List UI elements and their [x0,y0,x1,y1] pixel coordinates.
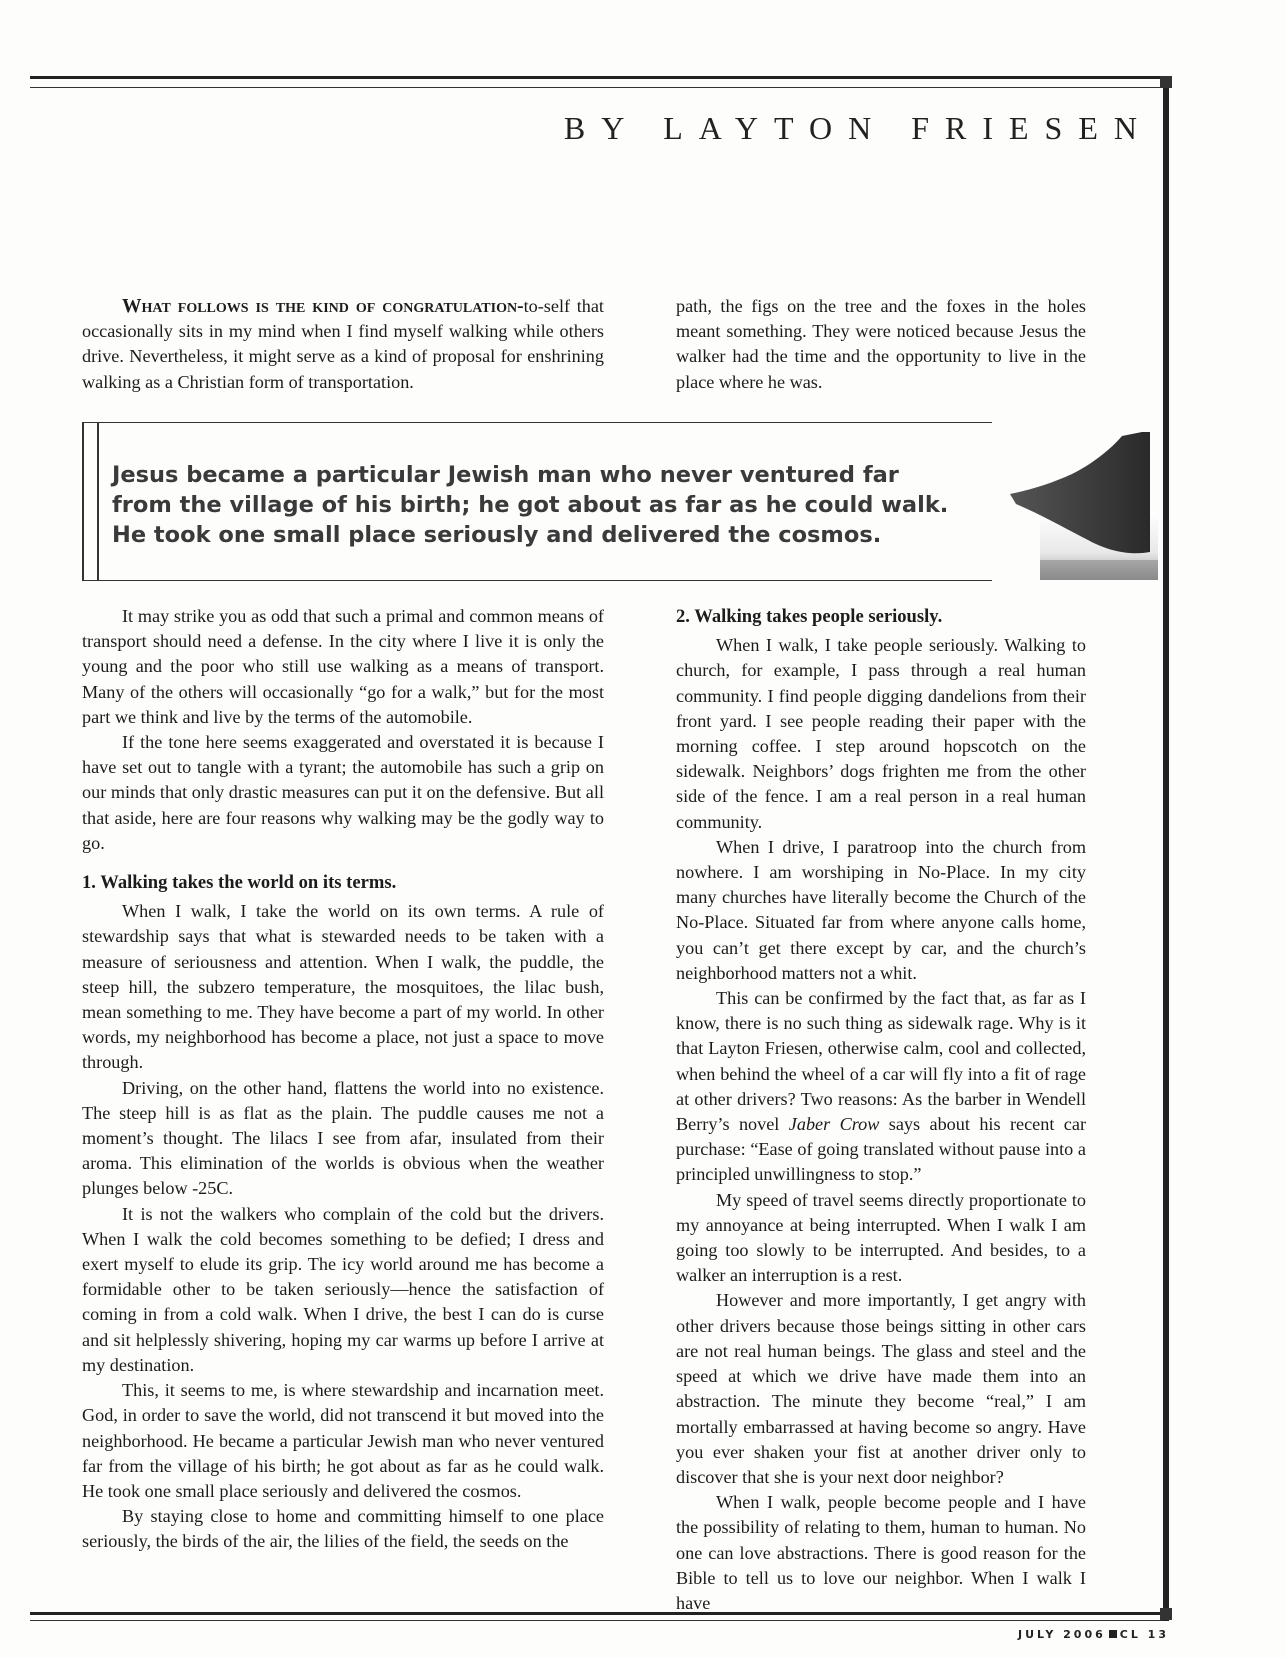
paragraph: When I walk, I take people seriously. Walking to church, for example, I pass through a real human community. I find people digging dandelions from their front yard. I see people reading their paper with the morning coffee. I step around hopscotch on the sidewalk. Neighbors’ dogs frighten me from the other side of the fence. I am a real person in a real human community. [676,635,1086,832]
issue-date: JULY 2006 [1018,1628,1106,1641]
paragraph: When I walk, I take the world on its own terms. A rule of stewardship says that what is stewarded needs to be taken with a measure of seriousness and attention. When I walk, the puddle, the steep hill, the subzero temperature, the mosquitoes, the lilac bush, mean something to me. They have become a part of my world. In other words, my neighborhood has become a place, not just a space to move through. [82,901,604,1073]
bottom-rule-thin [30,1620,1165,1621]
bar-cap-bottom [1160,1608,1172,1620]
byline: BY LAYTON FRIESEN [563,110,1153,146]
text-span: This can be confirmed by the fact that, as far as I know, there is no such thing as sidewalk rage. Why is it that Layton Friesen, otherwise calm, cool and collected, when behind the wheel of a car will fly into a fit of rage at other drivers? Two reasons: As the barber in Wendell Berry’s novel [676,988,1086,1135]
right-column [676,604,1086,1616]
paragraph: If the tone here seems exaggerated and overstated it is because I have set out to tangle with a tyrant; the automobile has such a grip on our minds that only drastic measures can put it on the defensive. But all that aside, here are four reasons why walking may be the godly way to go. [82,732,604,853]
pull-quote: Jesus became a particular Jewish man who never ventured far from the village of his birth; he got about as far as he could walk. He took one small place seriously and delivered the cosmos. [112,462,949,548]
intro-text: to-self that occasionally sits in my mind when I find myself walking while others drive. Nevertheless, it might serve as a kind of proposal for enshrining walking as a Christian form of transportation. [82,296,604,392]
pullquote-bar-inner [97,422,99,580]
section-heading-2: 2. Walking takes people seriously. [676,606,943,627]
section-heading-1: 1. Walking takes the world on its terms. [82,872,397,894]
paragraph: By staying close to home and committing himself to one place seriously, the birds of the air, the lilies of the field, the seeds on the [82,1506,604,1552]
right-vertical-bar [1163,76,1169,1621]
book-title: Jaber Crow [788,1114,880,1135]
intro-right-text: path, the figs on the tree and the foxes in the holes meant something. They were noticed because Jesus the walker had the time and the opportunity to live in the place where he was. [676,296,1086,392]
pullquote-bar-left [82,422,84,580]
paragraph: However and more importantly, I get angry with other drivers because those beings sitting in other cars are not real human beings. The glass and steel and the speed at which we drive have made them into an abstraction. The minute they become “real,” I am mortally embarrassed at having become so angry. Have you ever shaken your fist at another driver only to discover that she is your next door neighbor? [676,1290,1086,1487]
square-bullet-icon [1109,1630,1117,1638]
paragraph: Driving, on the other hand, flattens the world into no existence. The steep hill is as flat as the plain. The puddle causes me not a moment’s thought. The lilacs I see from afar, insulated from their aroma. This elimination of the worlds is obvious when the weather plunges below -25C. [82,1077,604,1199]
paragraph: When I drive, I paratroop into the church from nowhere. I am worshiping in No-Place. In my city many churches have literally become the Church of the No-Place. Situated far from where anyone calls home, you can’t get there except by car, and the church’s neighborhood matters not a whit. [676,836,1086,983]
paragraph: It is not the walkers who complain of the cold but the drivers. When I walk the cold becomes something to be defied; I dress and exert myself to elude its grip. The icy world around me has become a formidable other to be taken seriously—hence the satisfaction of coming in from a cold walk. When I drive, the best I can do is curse and sit helplessly shivering, hoping my car warms up before I arrive at my destination. [82,1203,604,1375]
paragraph [676,986,1086,1188]
paragraph: It may strike you as odd that such a primal and common means of transport should need a defense. In the city where I live it is only the young and the poor who still use walking as a means of transport. Many of the others will occasionally “go for a walk,” but for the most part we think and live by the terms of the automobile. [82,606,604,727]
intro-left [82,294,604,395]
top-rule [30,76,1165,79]
intro-right [676,294,1086,395]
paragraph: This, it seems to me, is where stewardship and incarnation meet. God, in order to save the world, did not transcend it but moved into the neighborhood. He became a particular Jewish man who never ventured far from the village of his birth; he got about as far as he could walk. He took one small place seriously and delivered the cosmos. [82,1380,604,1501]
left-column [82,604,604,1555]
page-footer [1018,1628,1169,1641]
page-number: CL 13 [1119,1628,1169,1641]
intro-lead: What follows is the kind of congratulation- [122,296,524,317]
paragraph: My speed of travel seems directly proportionate to my annoyance at being interrupted. When I walk I am going too slowly to be interrupted. And besides, to a walker an interruption is a rest. [676,1189,1086,1286]
text-span: says about his recent car purchase: “Ease of going translated without pause into a principled unwillingness to stop.” [676,1114,1087,1185]
bar-cap-top [1160,76,1172,88]
shoe-photo [1010,432,1158,580]
pullquote-rule-top [82,422,992,423]
paragraph: When I walk, people become people and I have the possibility of relating to them, human to human. No one can love abstractions. There is good reason for the Bible to tell us to love our neighbor. When I walk I have [676,1492,1086,1613]
top-rule-thin [30,87,1165,88]
pullquote-rule-bottom [82,580,992,581]
